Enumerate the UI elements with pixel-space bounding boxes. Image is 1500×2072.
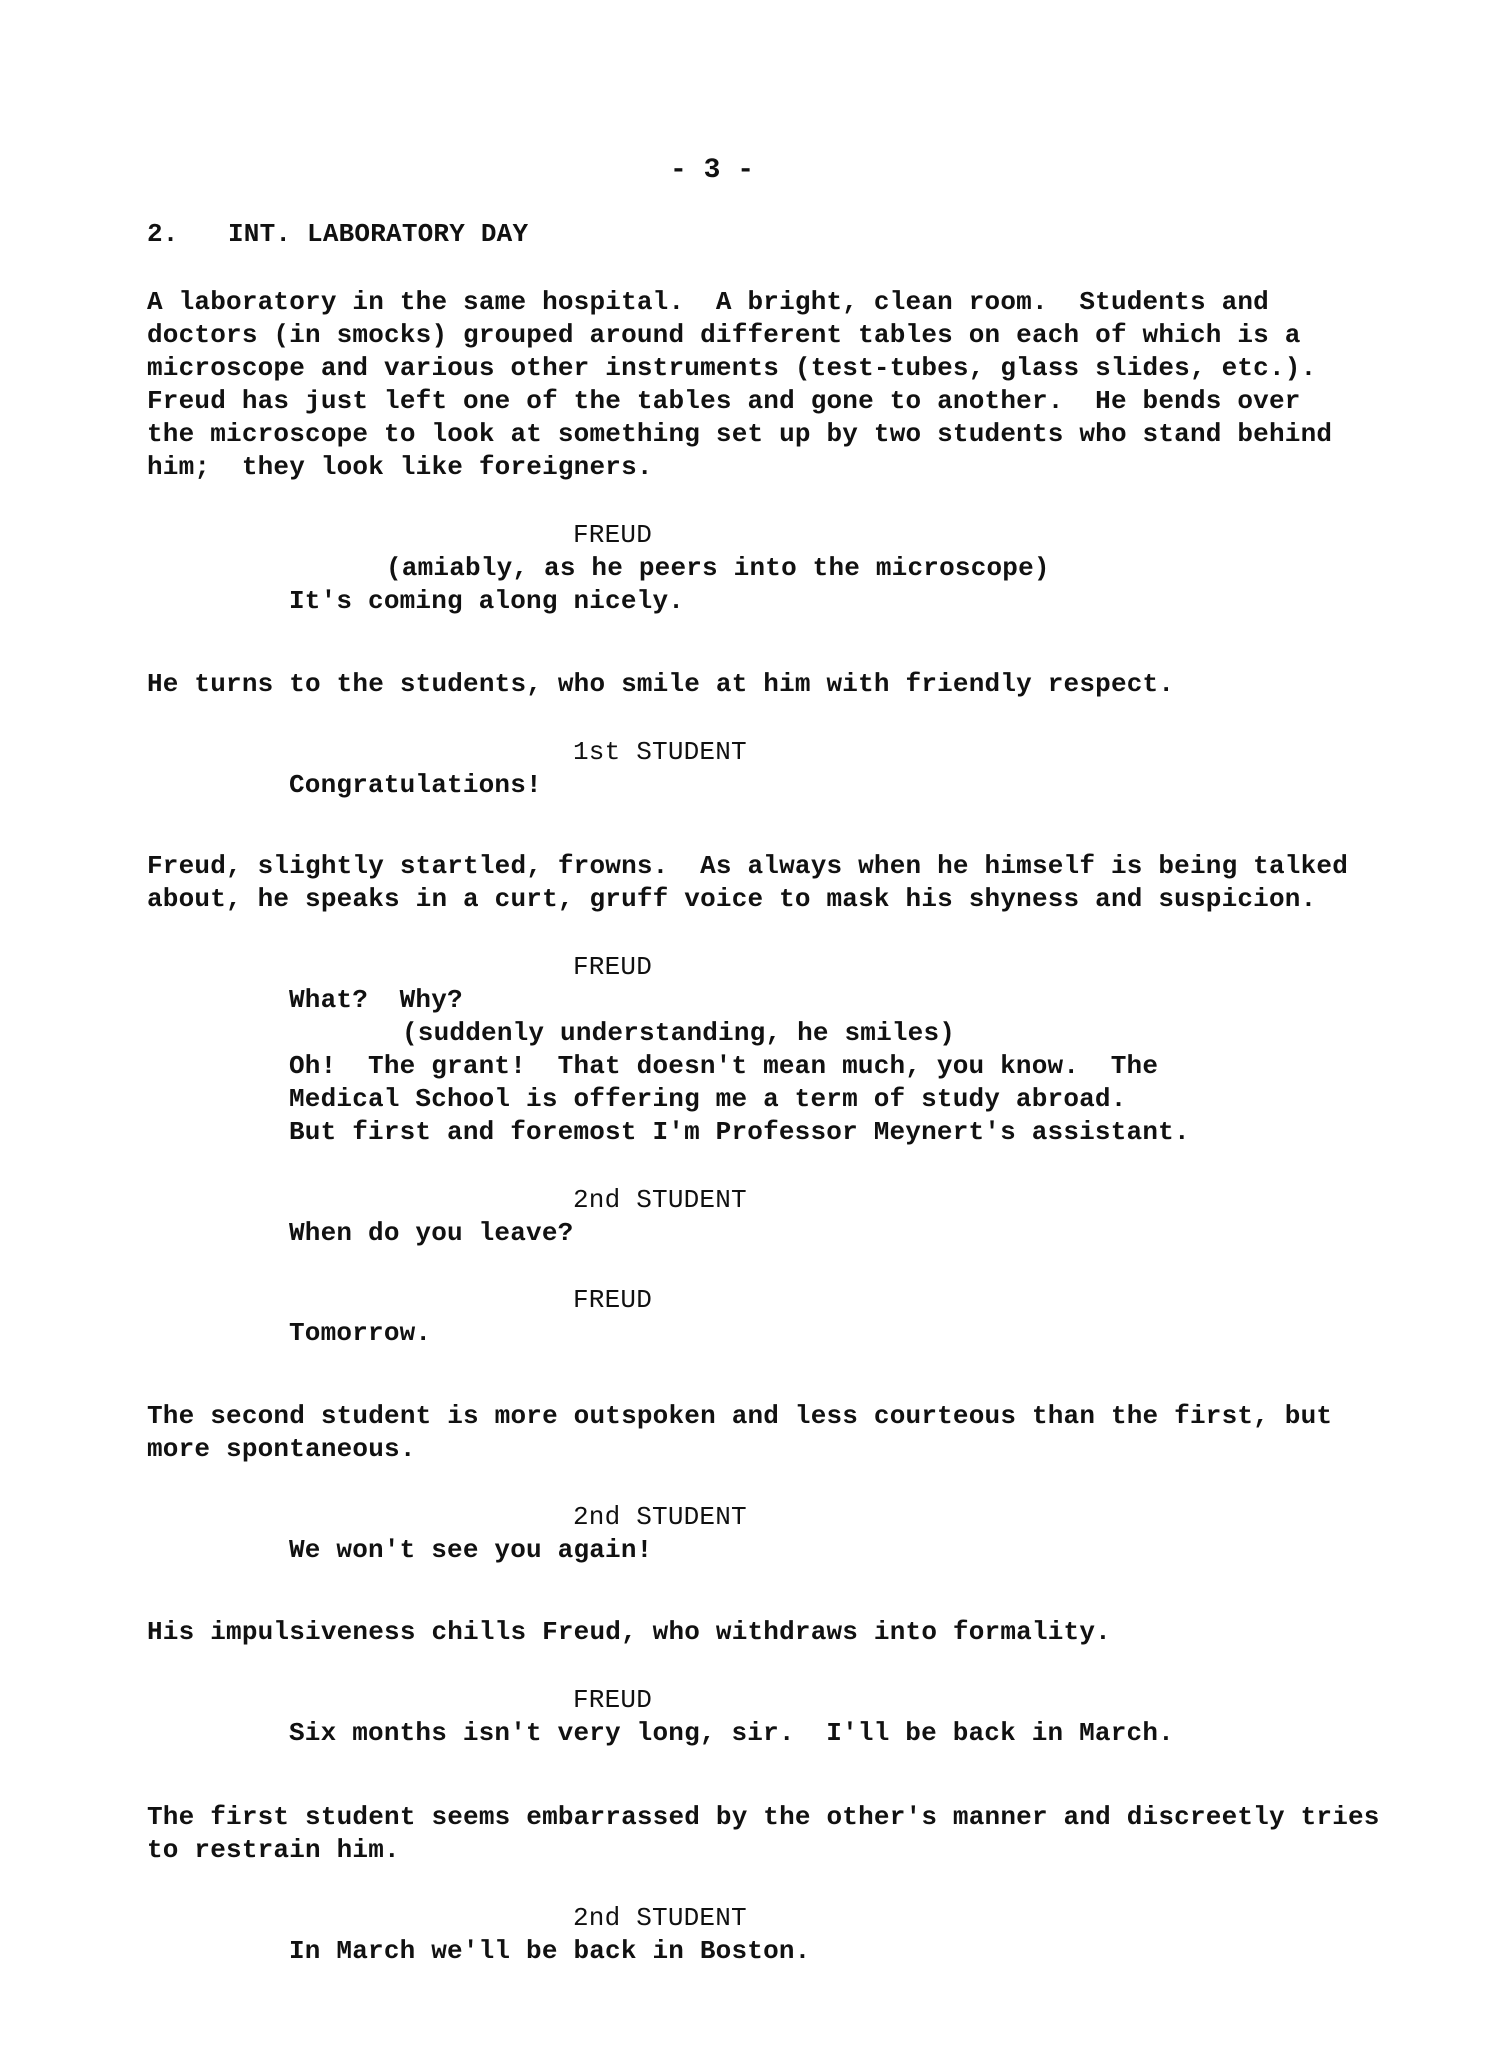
character-cue: 1st STUDENT (573, 737, 747, 767)
action-line: microscope and various other instruments (test-tubes, glass slides, etc.). (147, 353, 1317, 383)
scene-heading: INT. LABORATORY DAY (228, 219, 529, 249)
dialogue-line: Medical School is offering me a term of study abroad. (289, 1084, 1127, 1114)
character-cue: FREUD (573, 520, 653, 550)
action-line: the microscope to look at something set up by two students who stand behind (147, 419, 1333, 449)
character-cue: FREUD (573, 952, 653, 982)
dialogue-line: Tomorrow. (289, 1318, 432, 1348)
action-line: Freud has just left one of the tables and gone to another. He bends over (147, 386, 1301, 416)
action-line: The second student is more outspoken and less courteous than the first, but (147, 1401, 1333, 1431)
parenthetical: (amiably, as he peers into the microscope) (386, 553, 1050, 583)
dialogue-line: It's coming along nicely. (289, 586, 685, 616)
character-cue: 2nd STUDENT (573, 1903, 747, 1933)
action-line: to restrain him. (147, 1835, 400, 1865)
action-line: Freud, slightly startled, frowns. As always when he himself is being talked (147, 851, 1348, 881)
dialogue-line: Congratulations! (289, 770, 542, 800)
dialogue-line: When do you leave? (289, 1218, 574, 1248)
action-line: A laboratory in the same hospital. A bright, clean room. Students and (147, 287, 1269, 317)
action-line: The first student seems embarrassed by the other's manner and discreetly tries (147, 1802, 1380, 1832)
character-cue: FREUD (573, 1685, 653, 1715)
character-cue: 2nd STUDENT (573, 1185, 747, 1215)
dialogue-line: Six months isn't very long, sir. I'll be back in March. (289, 1718, 1174, 1748)
character-cue: 2nd STUDENT (573, 1502, 747, 1532)
scene-number: 2. (147, 219, 179, 249)
parenthetical: (suddenly understanding, he smiles) (402, 1018, 956, 1048)
action-line: His impulsiveness chills Freud, who withdraws into formality. (147, 1617, 1111, 1647)
action-line: more spontaneous. (147, 1434, 416, 1464)
action-line: doctors (in smocks) grouped around different tables on each of which is a (147, 320, 1301, 350)
action-line: about, he speaks in a curt, gruff voice to mask his shyness and suspicion. (147, 884, 1317, 914)
dialogue-line: But first and foremost I'm Professor Meynert's assistant. (289, 1117, 1190, 1147)
action-line: him; they look like foreigners. (147, 452, 653, 482)
dialogue-line: What? Why? (289, 985, 463, 1015)
page-number: - 3 - (670, 155, 755, 186)
dialogue-line: We won't see you again! (289, 1535, 653, 1565)
dialogue-line: Oh! The grant! That doesn't mean much, you know. The (289, 1051, 1159, 1081)
action-line: He turns to the students, who smile at him with friendly respect. (147, 669, 1175, 699)
dialogue-line: In March we'll be back in Boston. (289, 1936, 811, 1966)
character-cue: FREUD (573, 1285, 653, 1315)
